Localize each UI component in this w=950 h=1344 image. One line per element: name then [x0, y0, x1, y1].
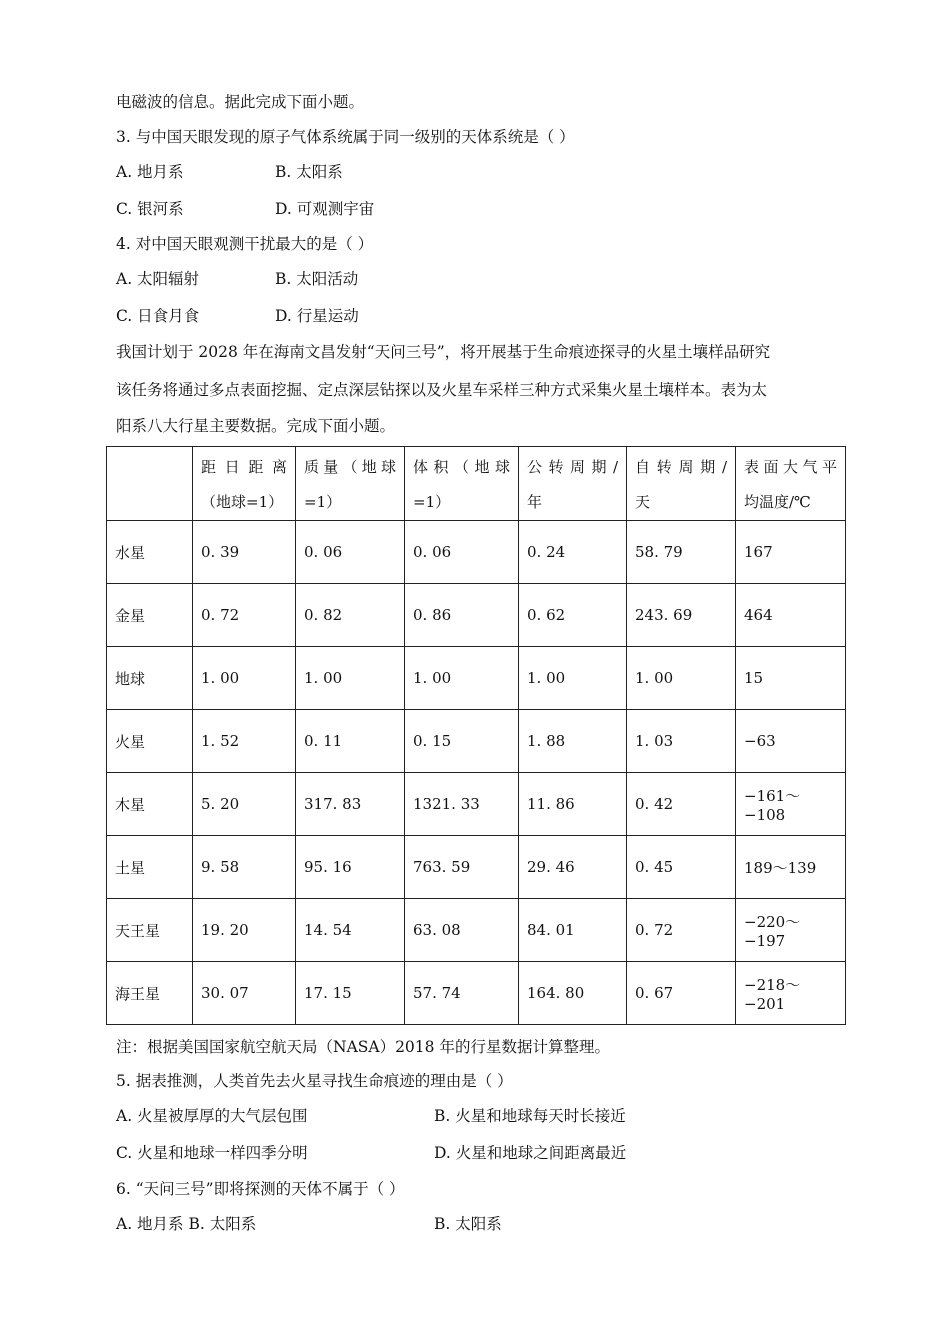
q4-option-c: C. 日食月食 [116, 307, 200, 325]
table-row [107, 521, 846, 584]
header-text: （地球=1） [201, 493, 284, 511]
passage-line-3: 阳系八大行星主要数据。完成下面小题。 [116, 417, 396, 435]
passage-line-2: 该任务将通过多点表面挖掘、定点深层钻探以及火星车采样三种方式采集火星土壤样本。表为太 [116, 381, 768, 399]
q3-option-c: C. 银河系 [116, 200, 184, 218]
table-cell: 243. 69 [627, 584, 736, 647]
planet-name-cell: 土星 [107, 836, 193, 899]
q5-option-d: D. 火星和地球之间距离最近 [434, 1144, 627, 1162]
table-cell: 189～139 [736, 836, 846, 899]
table-cell: 0. 45 [627, 836, 736, 899]
table-cell: 1. 00 [627, 647, 736, 710]
header-cell-volume [405, 447, 519, 521]
table-cell: 1. 00 [296, 647, 405, 710]
question-4-stem: 4. 对中国天眼观测干扰最大的是（ ） [116, 235, 374, 253]
planet-data-table [106, 446, 846, 1025]
table-cell: 464 [736, 584, 846, 647]
q6-option-b: B. 太阳系 [434, 1215, 502, 1233]
header-text: =1） [304, 493, 342, 511]
table-cell: 763. 59 [405, 836, 519, 899]
header-text: 年 [527, 493, 543, 511]
table-cell: −218～−201 [736, 962, 846, 1025]
table-cell: −220～−197 [736, 899, 846, 962]
table-cell: 0. 72 [193, 584, 296, 647]
table-cell: 0. 11 [296, 710, 405, 773]
table-cell: 0. 24 [519, 521, 627, 584]
header-cell-orbital-period [519, 447, 627, 521]
header-text: 自转周期/ [635, 458, 727, 476]
q3-option-a: A. 地月系 [116, 163, 184, 181]
table-cell: 1. 00 [405, 647, 519, 710]
header-text: 公转周期/ [527, 458, 618, 476]
q4-option-b: B. 太阳活动 [275, 270, 359, 288]
planet-name-cell: 地球 [107, 647, 193, 710]
table-cell: 1. 52 [193, 710, 296, 773]
planet-name-cell: 木星 [107, 773, 193, 836]
intro-tail: 电磁波的信息。据此完成下面小题。 [116, 93, 365, 111]
table-cell: −161～−108 [736, 773, 846, 836]
header-cell-rotation-period [627, 447, 736, 521]
question-3-stem: 3. 与中国天眼发现的原子气体系统属于同一级别的天体系统是（ ） [116, 128, 575, 146]
table-cell: 9. 58 [193, 836, 296, 899]
header-cell-distance [193, 447, 296, 521]
table-row [107, 584, 846, 647]
table-header-row [107, 447, 846, 521]
q5-option-b: B. 火星和地球每天时长接近 [434, 1107, 626, 1125]
table-cell: 1. 00 [519, 647, 627, 710]
planet-name-cell: 天王星 [107, 899, 193, 962]
q5-option-c: C. 火星和地球一样四季分明 [116, 1144, 308, 1162]
table-cell: 167 [736, 521, 846, 584]
table-row [107, 899, 846, 962]
table-cell: 0. 39 [193, 521, 296, 584]
question-5-stem: 5. 据表推测，人类首先去火星寻找生命痕迹的理由是（ ） [116, 1072, 513, 1090]
planet-name-cell: 金星 [107, 584, 193, 647]
table-cell: 0. 15 [405, 710, 519, 773]
header-text: 天 [635, 493, 651, 511]
q4-option-d: D. 行星运动 [275, 307, 359, 325]
table-cell: 95. 16 [296, 836, 405, 899]
table-note: 注：根据美国国家航空航天局（NASA）2018 年的行星数据计算整理。 [116, 1038, 610, 1056]
table-cell: 317. 83 [296, 773, 405, 836]
table-row [107, 836, 846, 899]
question-6-stem: 6. “天问三号”即将探测的天体不属于（ ） [116, 1180, 405, 1198]
table-row [107, 647, 846, 710]
planet-name-cell: 海王星 [107, 962, 193, 1025]
table-cell: 30. 07 [193, 962, 296, 1025]
planet-name-cell: 水星 [107, 521, 193, 584]
table-cell: −63 [736, 710, 846, 773]
table-cell: 57. 74 [405, 962, 519, 1025]
q4-option-a: A. 太阳辐射 [116, 270, 200, 288]
table-cell: 14. 54 [296, 899, 405, 962]
header-text: 均温度/℃ [744, 493, 811, 511]
table-cell: 0. 82 [296, 584, 405, 647]
q3-option-d: D. 可观测宇宙 [275, 200, 375, 218]
q6-option-a: A. 地月系 B. 太阳系 [116, 1215, 257, 1233]
header-text: 体积（地球 [413, 458, 510, 476]
table-row [107, 710, 846, 773]
table-cell: 0. 06 [296, 521, 405, 584]
table-cell: 5. 20 [193, 773, 296, 836]
table-cell: 1. 03 [627, 710, 736, 773]
q5-option-a: A. 火星被厚厚的大气层包围 [116, 1107, 308, 1125]
table-cell: 84. 01 [519, 899, 627, 962]
table-cell: 0. 62 [519, 584, 627, 647]
table-cell: 1. 88 [519, 710, 627, 773]
header-cell-empty [107, 447, 193, 521]
header-text: 质量（地球 [304, 458, 396, 476]
table-cell: 63. 08 [405, 899, 519, 962]
table-cell: 0. 72 [627, 899, 736, 962]
table-cell: 11. 86 [519, 773, 627, 836]
header-text: 距日距离 [201, 458, 287, 476]
header-cell-mass [296, 447, 405, 521]
table-row [107, 962, 846, 1025]
passage-line-1: 我国计划于 2028 年在海南文昌发射“天问三号”，将开展基于生命痕迹探寻的火星土壤样品研究 [116, 343, 771, 361]
table-cell: 0. 42 [627, 773, 736, 836]
header-text: =1） [413, 493, 451, 511]
header-text: 表面大气平 [744, 458, 837, 476]
header-cell-temperature [736, 447, 846, 521]
table-cell: 0. 06 [405, 521, 519, 584]
q3-option-b: B. 太阳系 [275, 163, 343, 181]
planet-name-cell: 火星 [107, 710, 193, 773]
table-cell: 29. 46 [519, 836, 627, 899]
table-cell: 15 [736, 647, 846, 710]
table-cell: 58. 79 [627, 521, 736, 584]
table-cell: 1321. 33 [405, 773, 519, 836]
table-cell: 17. 15 [296, 962, 405, 1025]
table-cell: 0. 67 [627, 962, 736, 1025]
table-cell: 19. 20 [193, 899, 296, 962]
table-cell: 164. 80 [519, 962, 627, 1025]
table-row [107, 773, 846, 836]
table-cell: 0. 86 [405, 584, 519, 647]
table-cell: 1. 00 [193, 647, 296, 710]
